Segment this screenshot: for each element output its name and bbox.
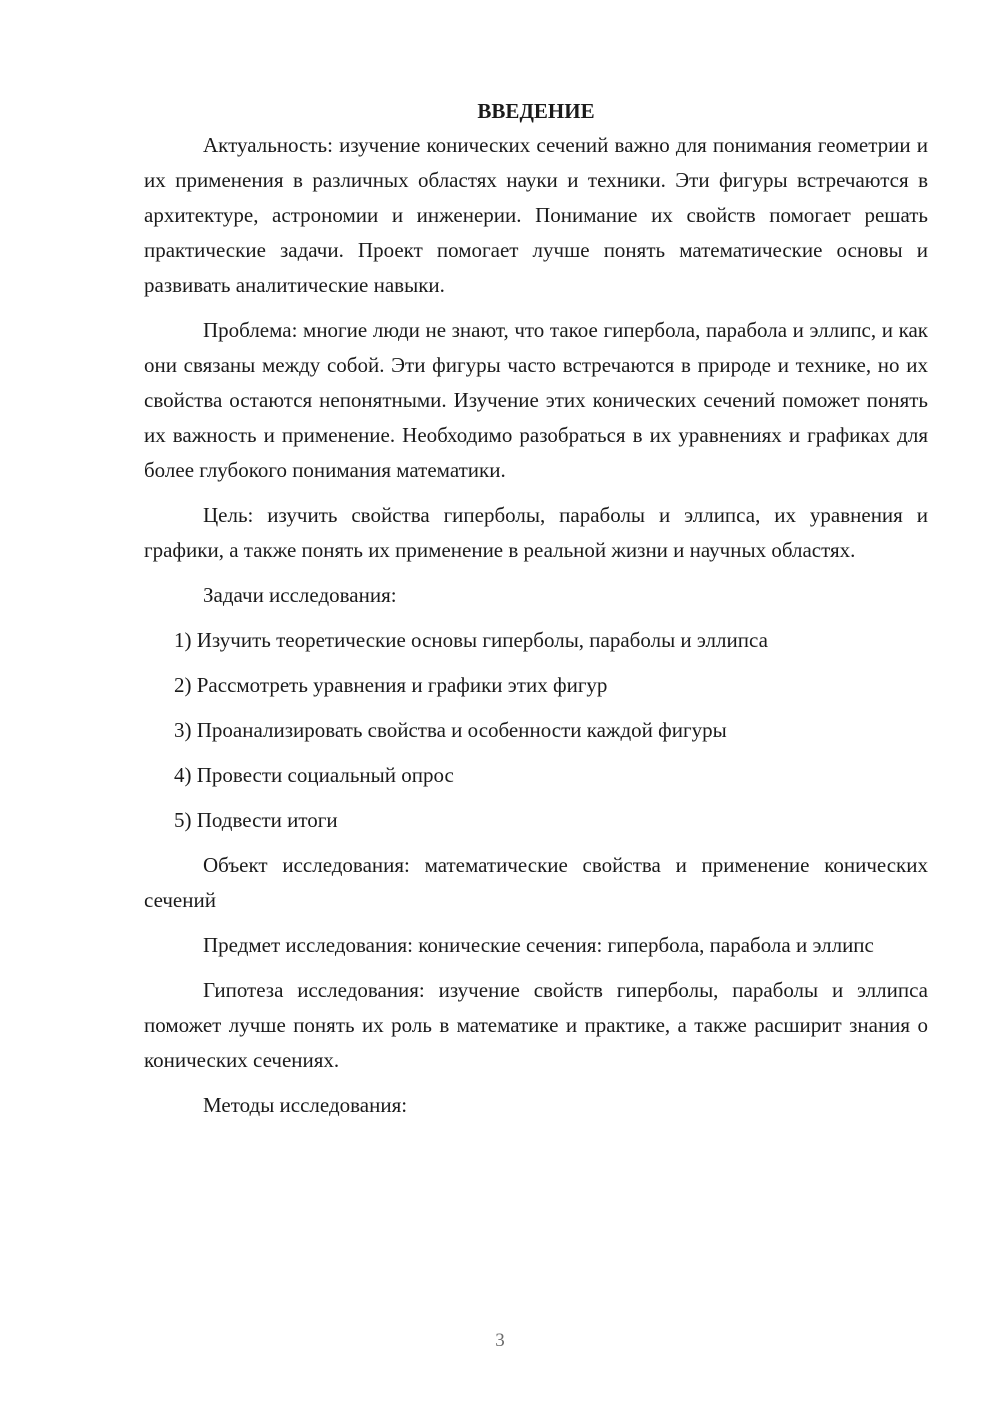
section-heading: ВВЕДЕНИЕ <box>477 99 595 123</box>
page-number: 3 <box>495 1330 505 1351</box>
tasks-heading: Задачи исследования: <box>203 583 397 607</box>
goal-paragraph: Цель: изучить свойства гиперболы, параболы и эллипса, их уравнения и графики, а также понять их применение в реальной жизни и научных областях. <box>144 503 928 562</box>
document-page <box>144 94 928 1123</box>
list-item: 2) Рассмотреть уравнения и графики этих фигур <box>174 673 608 697</box>
subject-paragraph: Предмет исследования: конические сечения: гипербола, парабола и эллипс <box>203 933 874 957</box>
list-item: 4) Провести социальный опрос <box>174 763 454 787</box>
hypothesis-paragraph: Гипотеза исследования: изучение свойств гиперболы, параболы и эллипса поможет лучше понять их роль в математике и практике, а также расширит знания о конических сечениях. <box>144 978 928 1072</box>
problem-paragraph: Проблема: многие люди не знают, что такое гипербола, парабола и эллипс, и как они связаны между собой. Эти фигуры часто встречаются в природе и технике, но их свойства остаются непонятными. Изучение этих конических сечений поможет понять их важность и применение. Необходимо разобраться в их уравнениях и графиках для более глубокого понимания математики. <box>144 318 928 482</box>
object-paragraph: Объект исследования: математические свойства и применение конических сечений <box>144 853 928 912</box>
list-item: 1) Изучить теоретические основы гиперболы, параболы и эллипса <box>174 628 768 652</box>
list-item: 3) Проанализировать свойства и особенности каждой фигуры <box>174 718 727 742</box>
relevance-paragraph: Актуальность: изучение конических сечений важно для понимания геометрии и их применения в различных областях науки и техники. Эти фигуры встречаются в архитектуре, астрономии и инженерии. Понимание их свойств помогает решать практические задачи. Проект помогает лучше понять математические основы и развивать аналитические навыки. <box>144 133 928 297</box>
list-item: 5) Подвести итоги <box>174 808 338 832</box>
tasks-list <box>144 623 928 838</box>
methods-paragraph: Методы исследования: <box>203 1093 408 1117</box>
